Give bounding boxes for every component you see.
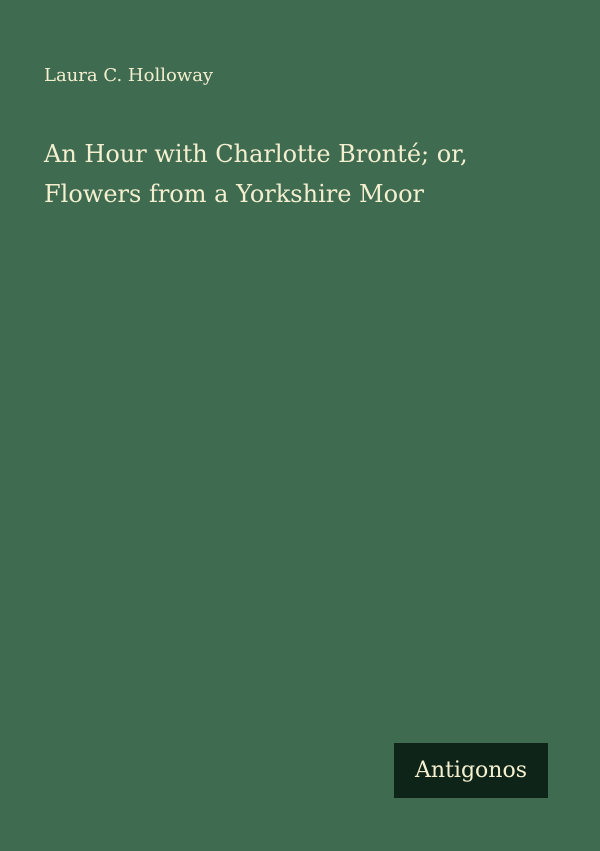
book-title-line-2: Flowers from a Yorkshire Moor: [44, 180, 424, 208]
publisher-name: Antigonos: [415, 758, 527, 783]
book-title-line-1: An Hour with Charlotte Bronté; or,: [44, 140, 468, 168]
publisher-badge: [394, 743, 548, 798]
author-name: Laura C. Holloway: [44, 65, 214, 86]
book-title: [44, 134, 564, 214]
